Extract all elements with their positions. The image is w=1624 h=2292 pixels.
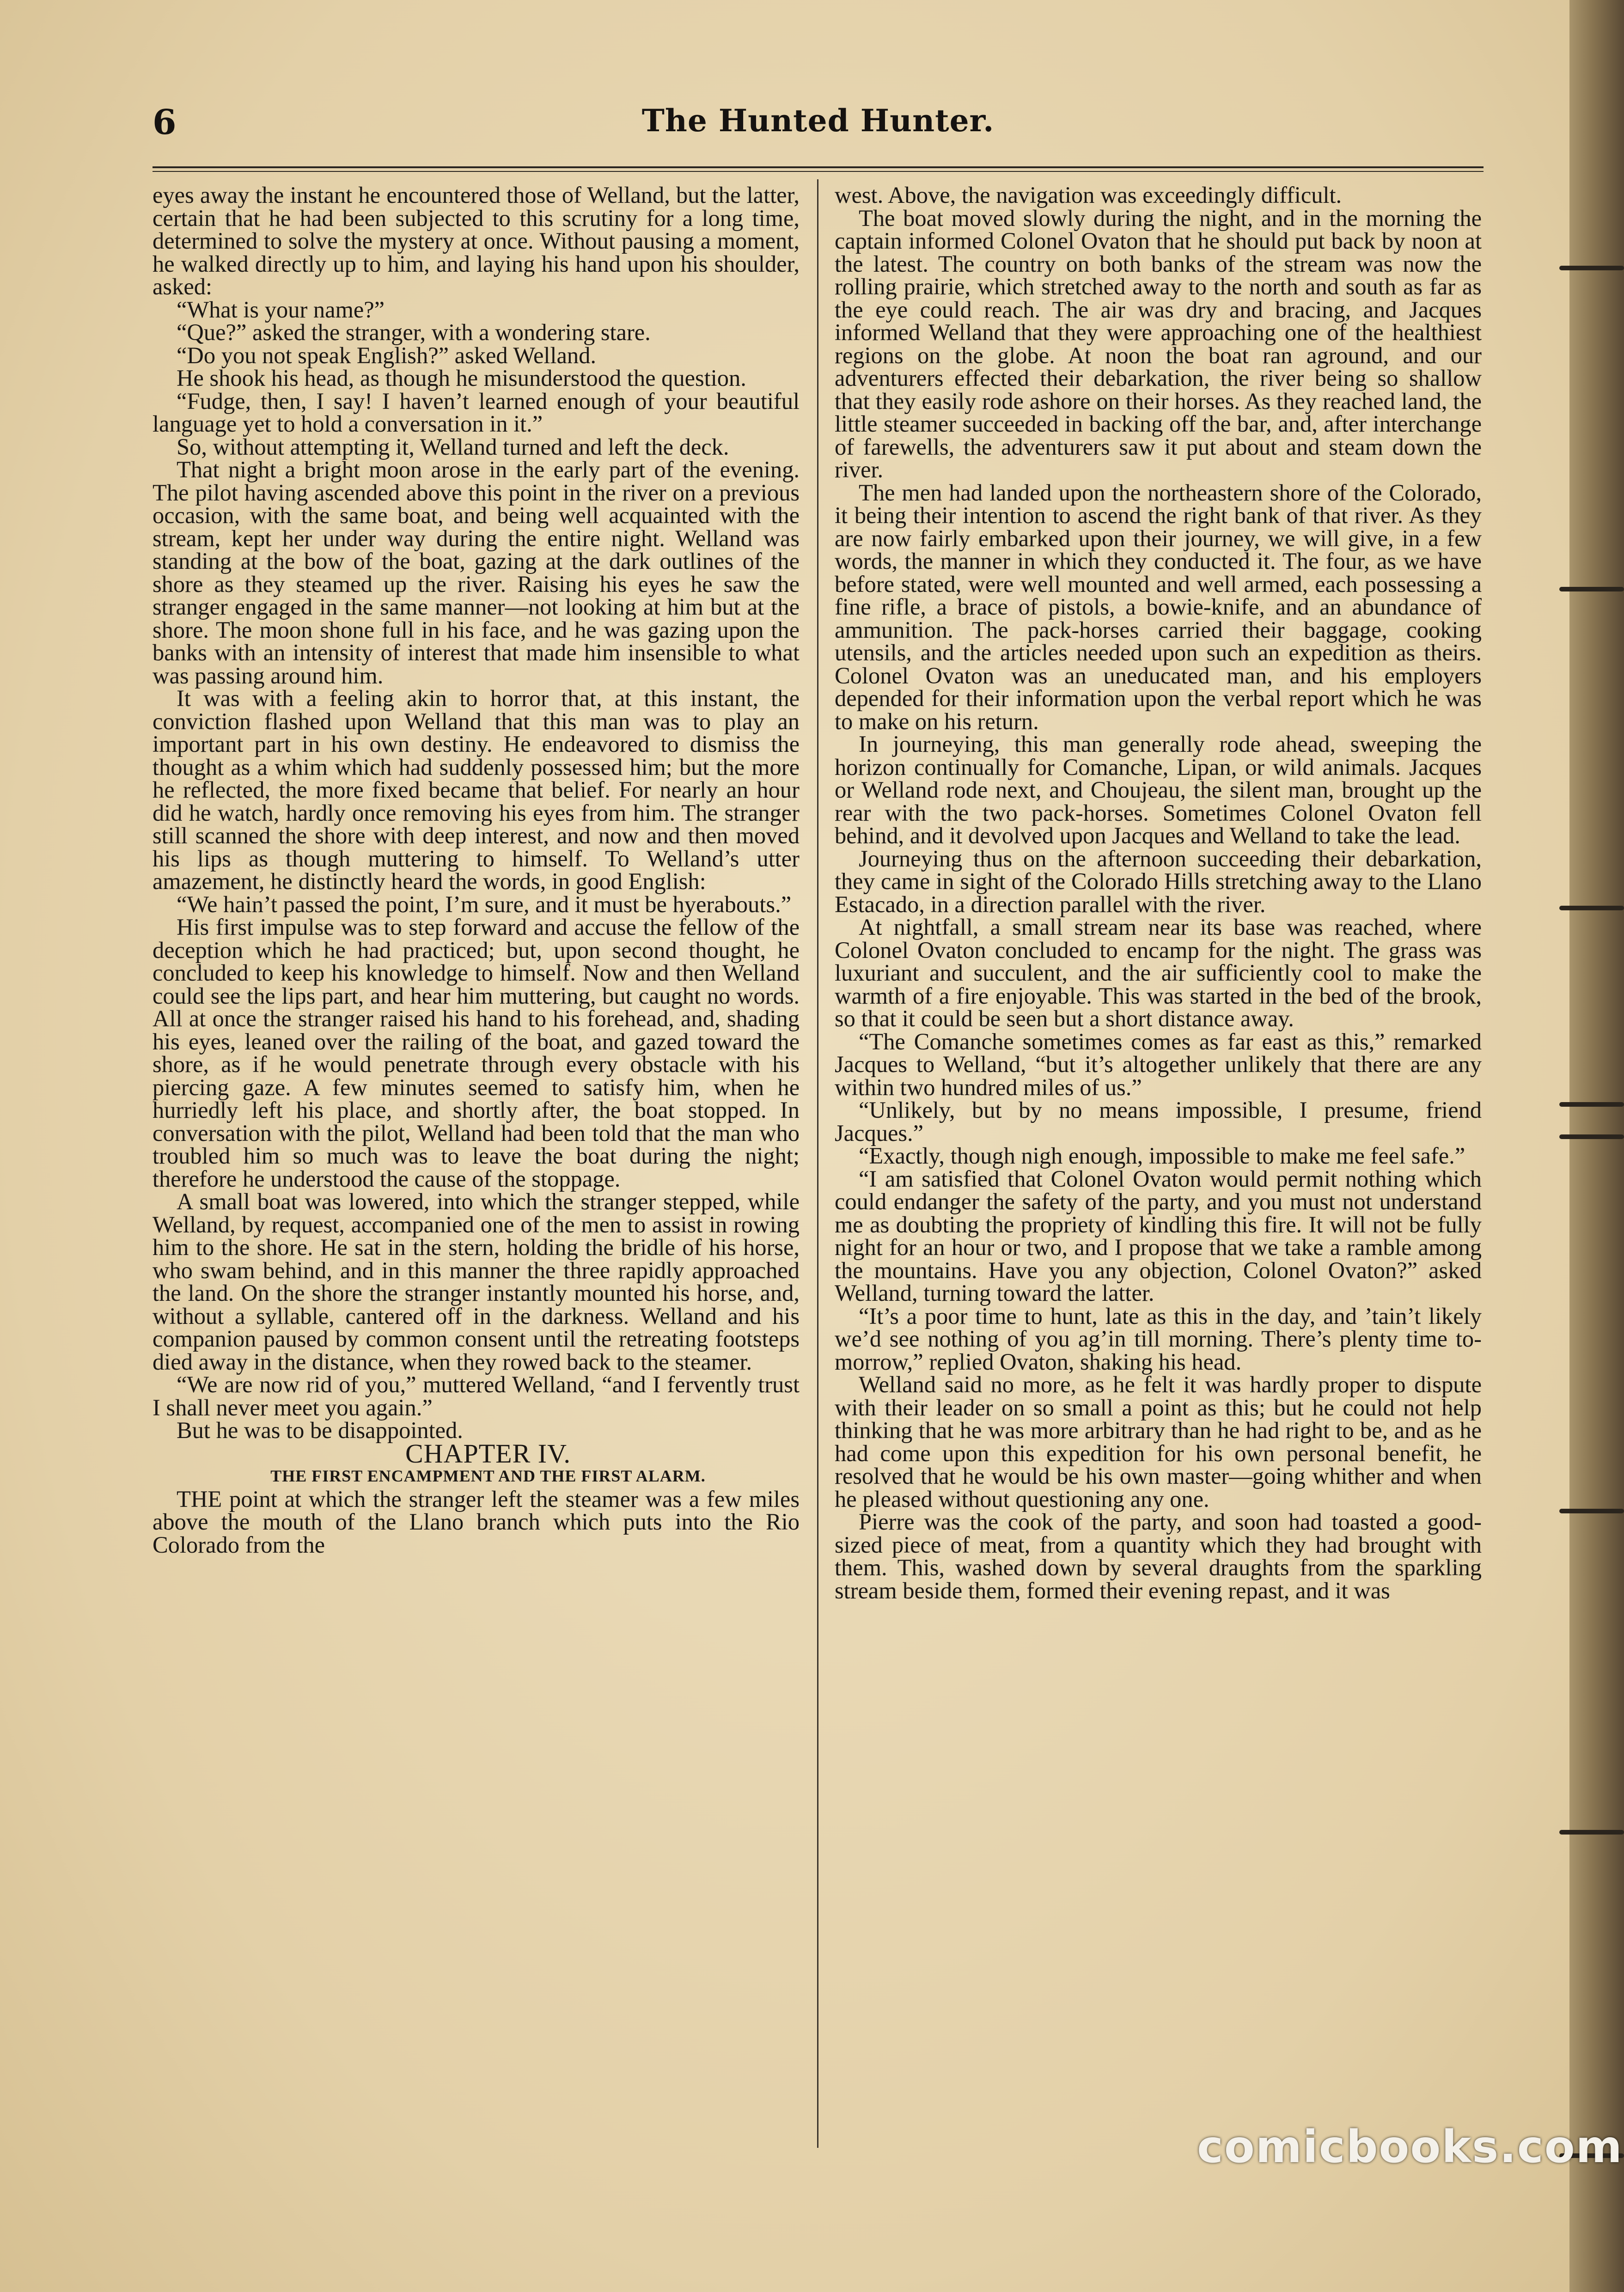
binding-spine xyxy=(1569,0,1624,2292)
paragraph: The boat moved slowly during the night, and in the morning the captain informed Colonel Ovaton that he should put back by noon at the latest. The country on both banks of the stream was now the rolling prairie, which stretched away to the north and south as far as the eye could reach. The air was dry and bracing, and Jacques informed Welland that they were approaching one of the healthiest regions on the globe. At noon the boat ran aground, and our adventurers effected their debarkation, the river being so shallow that they easily rode ashore on their horses. As they reached land, the little steamer succeeded in backing off the bar, and, after interchange of farewells, the adventurers saw it put about and steam down the river. xyxy=(835,205,1482,482)
binding-stitch xyxy=(1559,1134,1624,1139)
left-column xyxy=(153,184,800,2148)
paragraph: “The Comanche sometimes comes as far east as this,” remarked Jacques to Welland, “but it’s altogether unlikely that there are any within two hundred miles of us.” xyxy=(835,1028,1482,1100)
binding-stitch xyxy=(1559,906,1624,910)
watermark: comicbooks.com xyxy=(1197,2121,1623,2173)
paragraph: In journeying, this man generally rode ahead, sweeping the horizon continually for Comanche, Lipan, or wild animals. Jacques or Welland rode next, and Choujeau, the silent man, brought up the rear with the two pack-horses. Sometimes Colonel Ovaton fell behind, and it devolved upon Jacques and Welland to take the lead. xyxy=(835,731,1482,848)
paragraph: “What is your name?” xyxy=(177,296,385,323)
paragraph: “Do you not speak English?” asked Welland. xyxy=(177,342,596,368)
paragraph: Journeying thus on the afternoon succeeding their debarkation, they came in sight of the Colorado Hills stretching away to the Llano Estacado, in a direction parallel with the river. xyxy=(835,845,1482,917)
paragraph: It was with a feeling akin to horror that, at this instant, the conviction flashed upon Welland that this man was to play an important part in his own destiny. He endeavored to dismiss the thought as a whim which had suddenly possessed him; but the more he reflected, the more fixed became that belief. For nearly an hour did he watch, hardly once removing his eyes from him. The stranger still scanned the shore with deep interest, and now and then moved his lips as though muttering to himself. To Welland’s utter amazement, he distinctly heard the words, in good English: xyxy=(153,685,800,894)
paragraph: At nightfall, a small stream near its base was reached, where Colonel Ovaton concluded to encamp for the night. The grass was luxuriant and succulent, and the air sufficiently cool to make the warmth of a fire enjoyable. This was started in the bed of the brook, so that it could be seen but a short distance away. xyxy=(835,914,1482,1031)
right-column xyxy=(835,184,1482,2148)
paragraph: “Fudge, then, I say! I haven’t learned enough of your beautiful language yet to hold a conversation in it.” xyxy=(153,388,800,437)
paragraph: “Exactly, though nigh enough, impossible to make me feel safe.” xyxy=(859,1143,1465,1169)
paragraph: The men had landed upon the northeastern shore of the Colorado, it being their intention to ascend the right bank of that river. As they are now fairly embarked upon their journey, we will give, in a few words, the manner in which they conducted it. The four, as we have before stated, were well mounted and well armed, each possessing a fine rifle, a brace of pistols, a bowie-knife, and an abundance of ammunition. The pack-horses carried their baggage, cooking utensils, and the articles needed upon such an expedition as theirs. Colonel Ovaton was an uneducated man, and his employers depended for their information upon the verbal report which he was to make on his return. xyxy=(835,479,1482,734)
paragraph: “We are now rid of you,” muttered Welland, “and I fervently trust I shall never meet you again.” xyxy=(153,1372,800,1420)
paragraph: Welland said no more, as he felt it was hardly proper to dispute with their leader on so small a point as this; but he could not help thinking that he was more arbitrary than he had right to be, and as he had come upon this expedition for his own personal benefit, he resolved that he would be his own master—going whither and when he pleased without questioning any one. xyxy=(835,1372,1482,1512)
paragraph: So, without attempting it, Welland turned and left the deck. xyxy=(177,433,729,460)
paragraph: “I am satisfied that Colonel Ovaton would permit nothing which could endanger the safety of the party, and you must not understand me as doubting the propriety of kindling this fire. It will not be fully night for an hour or two, and I propose that we take a ramble among the mountains. Have you any objection, Colonel Ovaton?” asked Welland, turning toward the latter. xyxy=(835,1165,1482,1306)
paragraph: eyes away the instant he encountered those of Welland, but the latter, certain that he had been subjected to this scrutiny for a long time, determined to solve the mystery at once. Without pausing a moment, he walked directly up to him, and laying his hand upon his shoulder, asked: xyxy=(153,184,800,299)
binding-stitch xyxy=(1559,587,1624,591)
paragraph: His first impulse was to step forward and accuse the fellow of the deception which he had practiced; but, upon second thought, he concluded to keep his knowledge to himself. Now and then Welland could see the lips part, and hear him muttering, but caught no words. All at once the stranger raised his hand to his forehead, and, shading his eyes, leaned over the railing of the boat, and gazed toward the shore, as if he would penetrate through every obstacle with his piercing gaze. A few minutes seemed to satisfy him, when he hurriedly left his place, and shortly after, the boat stopped. In conversation with the pilot, Welland had been told that the man who troubled him so much was to leave the boat during the night; therefore he understood the cause of the stoppage. xyxy=(153,914,800,1192)
page-header xyxy=(153,101,1484,152)
paragraph: “We hain’t passed the point, I’m sure, and it must be hyerabouts.” xyxy=(177,891,792,917)
paragraph: That night a bright moon arose in the early part of the evening. The pilot having ascended above this point in the river on a previous occasion, with the same boat, and being well acquainted with the stream, kept her under way during the entire night. Welland was standing at the bow of the boat, gazing at the dark outlines of the shore as they steamed up the river. Raising his eyes he saw the stranger engaged in the same manner—not looking at him but at the shore. The moon shone full in his face, and he was gazing upon the banks with an intensity of interest that made him insensible to what was passing around him. xyxy=(153,457,800,689)
binding-stitch xyxy=(1559,1102,1624,1107)
chapter-subtitle: THE FIRST ENCAMPMENT AND THE FIRST ALARM. xyxy=(270,1467,706,1485)
paragraph: But he was to be disappointed. xyxy=(177,1417,463,1443)
paragraph: west. Above, the navigation was exceedingly difficult. xyxy=(835,184,1342,208)
paragraph: “Unlikely, but by no means impossible, I presume, friend Jacques.” xyxy=(835,1097,1482,1146)
binding-stitch xyxy=(1559,1830,1624,1835)
paragraph: “It’s a poor time to hunt, late as this in the day, and ’tain’t likely we’d see nothing of you ag’in till morning. There’s plenty time to-morrow,” replied Ovaton, shaking his head. xyxy=(835,1303,1482,1375)
running-title: The Hunted Hunter. xyxy=(641,103,995,139)
paragraph: He shook his head, as though he misunderstood the question. xyxy=(177,365,746,391)
binding-stitch xyxy=(1559,266,1624,270)
paragraph: A small boat was lowered, into which the stranger stepped, while Welland, by request, accompanied one of the men to assist in rowing him to the shore. He sat in the stern, holding the bridle of his horse, who swam behind, and in this manner the three rapidly approached the land. On the shore the stranger instantly mounted his horse, and, without a syllable, cantered off in the darkness. Welland and his companion paused by common consent until the retreating footsteps died away in the distance, when they rowed back to the steamer. xyxy=(153,1189,800,1375)
column-divider xyxy=(817,179,818,2148)
paragraph: THE point at which the stranger left the steamer was a few miles above the mouth of the Llano branch which puts into the Rio Colorado from the xyxy=(153,1486,800,1558)
paragraph: “Que?” asked the stranger, with a wondering stare. xyxy=(177,319,651,345)
chapter-heading: CHAPTER IV. xyxy=(405,1438,571,1469)
header-rule xyxy=(153,166,1484,172)
paragraph: Pierre was the cook of the party, and soon had toasted a good-sized piece of meat, from a quantity which they had brought with them. This, washed down by several draughts from the sparkling stream beside them, formed their evening repast, and it was xyxy=(835,1509,1482,1603)
binding-stitch xyxy=(1559,1509,1624,1513)
page-number: 6 xyxy=(153,103,177,142)
